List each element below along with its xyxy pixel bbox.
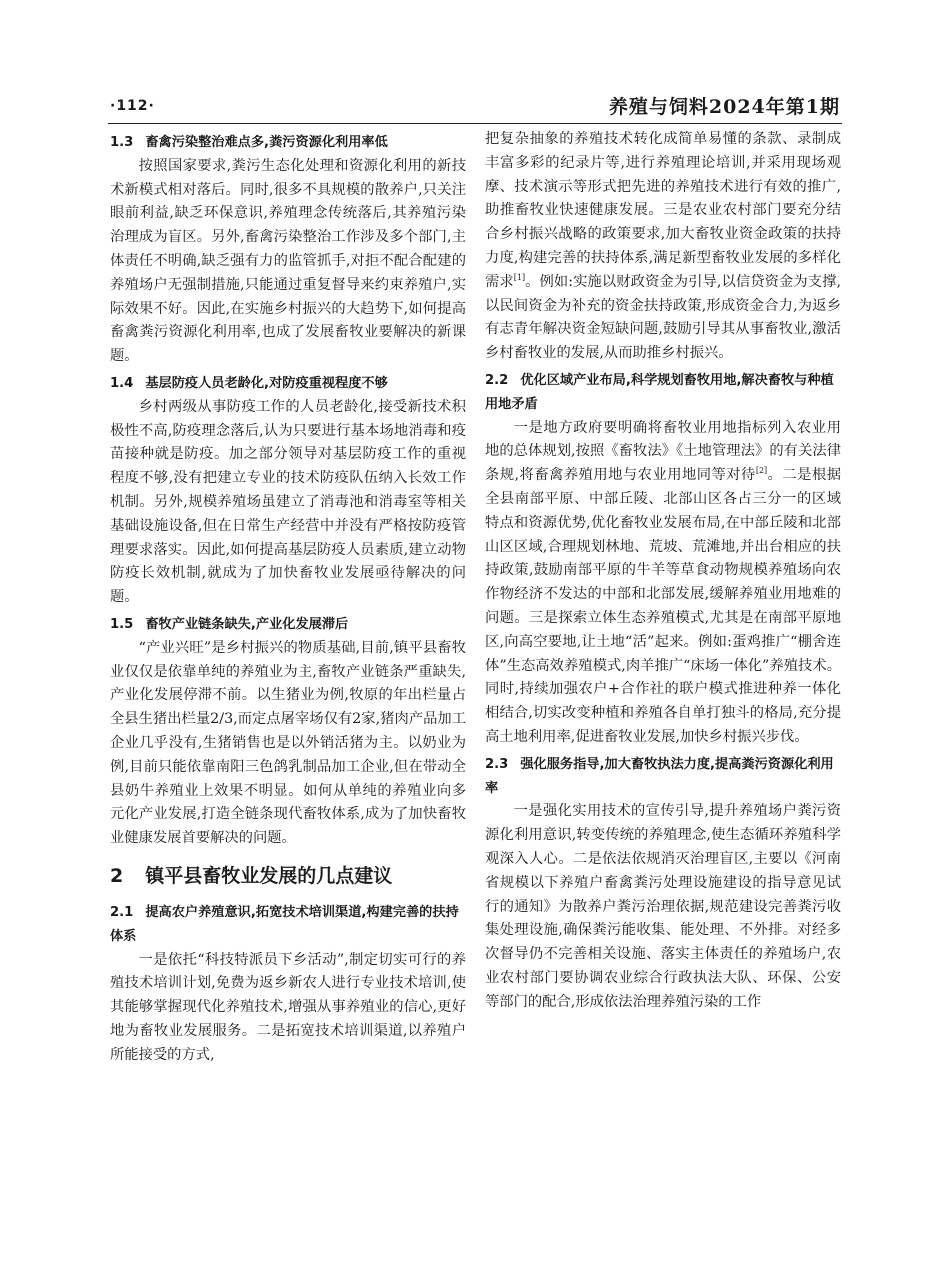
journal-title: 养殖与饲料2024年第1期	[608, 96, 840, 118]
page-number: ·112·	[110, 98, 155, 114]
paragraph-2-1-start: 一是依托“科技特派员下乡活动”,制定切实可行的养殖技术培训计划,免费为返乡新农人进行专业技术培训,使其能够掌握现代化养殖技术,增强从事养殖业的信心,更好地为畜牧业发展服务。二是拓宽技术培训渠道,以养殖户所能接受的方式,	[110, 951, 466, 1063]
heading-2-1	[110, 901, 466, 949]
text-run: 。例如:实施以财政资金为引导,以信贷资金为支撑,以民间资金为补充的资金扶持政策,形成资金合力,为返乡有志青年解决资金短缺问题,鼓励引导其从事畜牧业,激活乡村畜牧业的发展,从而助推乡村振兴。	[485, 273, 842, 362]
paragraph-1-5: “产业兴旺”是乡村振兴的物质基础,目前,镇平县畜牧业仅仅是依靠单纯的养殖业为主,畜牧产业链条严重缺失,产业化发展停滞不前。以生猪业为例,牧原的年出栏量占全县生猪出栏量2/3,而定点屠宰场仅有2家,猪肉产品加工企业几乎没有,生猪销售也是以外销活猪为主。以奶业为例,目前只能依靠南阳三色鸽乳制品加工企业,但在带动全县奶牛养殖业上效果不明显。如何从单纯的养殖业向多元化产业发展,打造全链条现代畜牧体系,成为了加快畜牧业健康发展首要解决的问题。	[110, 639, 466, 847]
text-run: 把复杂抽象的养殖技术转化成简单易懂的条款、录制成丰富多彩的纪录片等,进行养殖理论培训,并采用现场观摩、技术演示等形式把先进的养殖技术进行有效的推广,助推畜牧业快速健康发展。三是农业农村部门要充分结合乡村振兴战略的政策要求,加大畜牧业资金政策的扶持力度,构建完善的扶持体系,满足新型畜牧业发展的多样化需求	[485, 131, 841, 290]
paragraph-2-1-cont	[485, 128, 841, 366]
left-column	[110, 128, 466, 1067]
heading-text: 基层防疫人员老龄化,对防疫重视程度不够	[145, 375, 388, 391]
paragraph-1-4: 乡村两级从事防疫工作的人员老龄化,接受新技术积极性不高,防疫理念落后,认为只要进行基本场地消毒和疫苗接种就是防疫。加之部分领导对基层防疫工作的重视程度不够,没有把建立专业的技术防疫队伍纳入长效工作机制。另外,规模养殖场虽建立了消毒池和消毒室等相关基础设施设备,但在日常生产经营中并没有严格按防疫管理要求落实。因此,如何提高基层防疫人员素质,建立动物防疫长效机制,就成为了加快畜牧业发展亟待解决的问题。	[110, 398, 466, 606]
heading-text: 畜禽污染整治难点多,粪污资源化利用率低	[145, 135, 388, 150]
heading-1-3	[110, 131, 466, 155]
heading-2-3	[485, 753, 841, 801]
heading-text: 强化服务指导,加大畜牧执法力度,提高粪污资源化利用率	[485, 756, 834, 796]
header-rule	[108, 123, 842, 124]
citation-2: [2]	[755, 466, 768, 476]
citation-1: [1]	[513, 272, 526, 282]
paragraph-2-3: 一是强化实用技术的宣传引导,提升养殖场户粪污资源化利用意识,转变传统的养殖理念,使生态循环养殖科学观深入人心。二是依法依规消灭治理盲区,主要以《河南省规模以下养殖户畜禽粪污处理设施建设的指导意见试行的通知》为散养户粪污治理依据,规范建设完善粪污收集处理设施,确保粪污能收集、能处理、不外排。对经多次督导仍不完善相关设施、落实主体责任的养殖场户,农业农村部门要协调农业综合行政执法大队、环保、公安等部门的配合,形成依法治理养殖污染的工作	[485, 803, 841, 1010]
heading-text: 提高农户养殖意识,拓宽技术培训渠道,构建完善的扶持体系	[110, 904, 459, 944]
heading-number: 2.2	[485, 372, 509, 388]
heading-1-5	[110, 613, 466, 637]
paragraph-2-2	[485, 417, 841, 750]
heading-number: 1.3	[110, 135, 134, 150]
section-number: 2	[110, 864, 124, 887]
section-title: 镇平县畜牧业发展的几点建议	[145, 864, 393, 887]
text-run: 。二是根据全县南部平原、中部丘陵、北部山区各占三分一的区域特点和资源优势,优化畜牧业发展布局,在中部丘陵和北部山区区域,合理规划林地、荒坡、荒滩地,并出台相应的扶持政策,鼓励南部平原的牛羊等草食动物规模养殖场向农作物经济不发达的中部和北部发展,缓解养殖业用地难的问题。三是探索立体生态养殖模式,尤其是在南部平原地区,向高空要地,让土地“活”起来。例如:蛋鸡推广“棚舍连体”生态高效养殖模式,肉羊推广“床场一体化”养殖技术。同时,持续加强农户+合作社的联户模式推进种养一体化相结合,切实改变种植和养殖各自单打独斗的格局,充分提高土地利用率,促进畜牧业发展,加快乡村振兴步伐。	[485, 467, 842, 745]
heading-number: 1.4	[110, 375, 134, 391]
heading-number: 2.3	[485, 756, 509, 772]
right-column	[485, 128, 841, 1014]
heading-number: 2.1	[110, 904, 134, 920]
heading-text: 畜牧产业链条缺失,产业化发展滞后	[145, 616, 349, 632]
heading-2-2	[485, 369, 841, 417]
heading-1-4	[110, 372, 466, 396]
paragraph-1-3: 按照国家要求,粪污生态化处理和资源化利用的新技术新模式相对落后。同时,很多不具规模的散养户,只关注眼前利益,缺乏环保意识,养殖理念传统落后,其养殖污染治理成为盲区。另外,畜禽污染整治工作涉及多个部门,主体责任不明确,缺乏强有力的监管抓手,对拒不配合配建的养殖场户无强制措施,只能通过重复督导来约束养殖户,实际效果不好。因此,在实施乡村振兴的大趋势下,如何提高畜禽粪污资源化利用率,也成了发展畜牧业要解决的新课题。	[110, 157, 466, 365]
section-heading-2	[110, 861, 466, 891]
heading-text: 优化区域产业布局,科学规划畜牧用地,解决畜牧与种植用地矛盾	[485, 372, 834, 412]
heading-number: 1.5	[110, 616, 134, 632]
text-run: 一是地方政府要明确将畜牧业用地指标列入农业用地的总体规划,按照《畜牧法》《土地管理法》的有关法律条规,将畜禽养殖用地与农业用地同等对待	[485, 419, 841, 484]
